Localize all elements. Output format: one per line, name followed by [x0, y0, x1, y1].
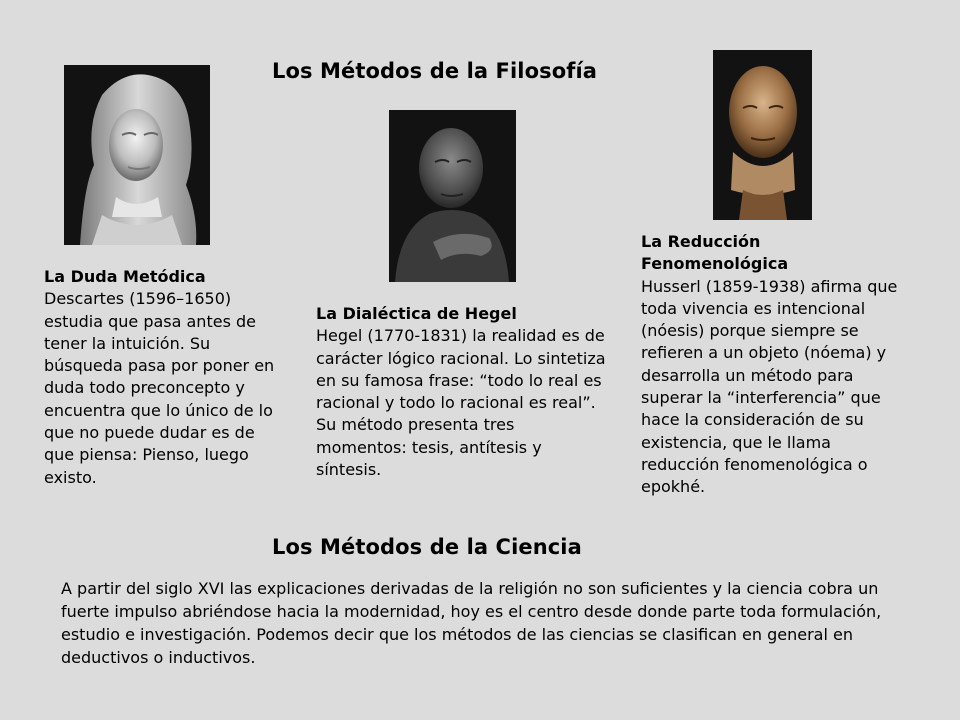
- ciencia-paragraph: A partir del siglo XVI las explicaciones derivadas de la religión no son suficientes y la ciencia cobra un fuerte impulso abriéndose hacia la modernidad, hoy es el centro desde donde parte toda formulación, estudio e investigación. Podemos decir que los métodos de las ciencias se clasifican en general en deductivos o inductivos.: [61, 579, 882, 667]
- portrait-husserl-image: [713, 50, 812, 220]
- section-reduccion-fenomenologica: [641, 231, 913, 499]
- title-metodos-ciencia: Los Métodos de la Ciencia: [272, 535, 582, 559]
- section-heading-reduccion-fenomenologica: La Reducción Fenomenológica: [641, 232, 789, 274]
- section-body-reduccion-fenomenologica: Husserl (1859-1938) afirma que toda vivencia es intencional (nóesis) porque siempre se refieren a un objeto (nóema) y desarrolla un método para superar la “interferencia” que hace la consideración de su existencia, que le llama reducción fenomenológica o epokhé.: [641, 276, 898, 497]
- section-body-duda-metodica: Descartes (1596–1650) estudia que pasa antes de tener la intuición. Su búsqueda pasa por poner en duda todo preconcepto y encuentra que lo único de lo que no puede dudar es de que piensa: Pienso, luego existo.: [44, 289, 275, 487]
- portrait-hegel-image: [389, 110, 516, 282]
- section-duda-metodica: [44, 266, 276, 489]
- title-metodos-filosofia: Los Métodos de la Filosofía: [272, 59, 598, 83]
- section-heading-duda-metodica: La Duda Metódica: [44, 267, 206, 286]
- section-dialectica-hegel: [316, 303, 606, 481]
- section-heading-dialectica-hegel: La Dialéctica de Hegel: [316, 304, 517, 323]
- portrait-descartes-image: [64, 65, 210, 245]
- section-body-dialectica-hegel: Hegel (1770-1831) la realidad es de carácter lógico racional. Lo sintetiza en su famosa frase: “todo lo real es racional y todo lo racional es real”. Su método presenta tres momentos: tesis, antítesis y síntesis.: [316, 326, 606, 480]
